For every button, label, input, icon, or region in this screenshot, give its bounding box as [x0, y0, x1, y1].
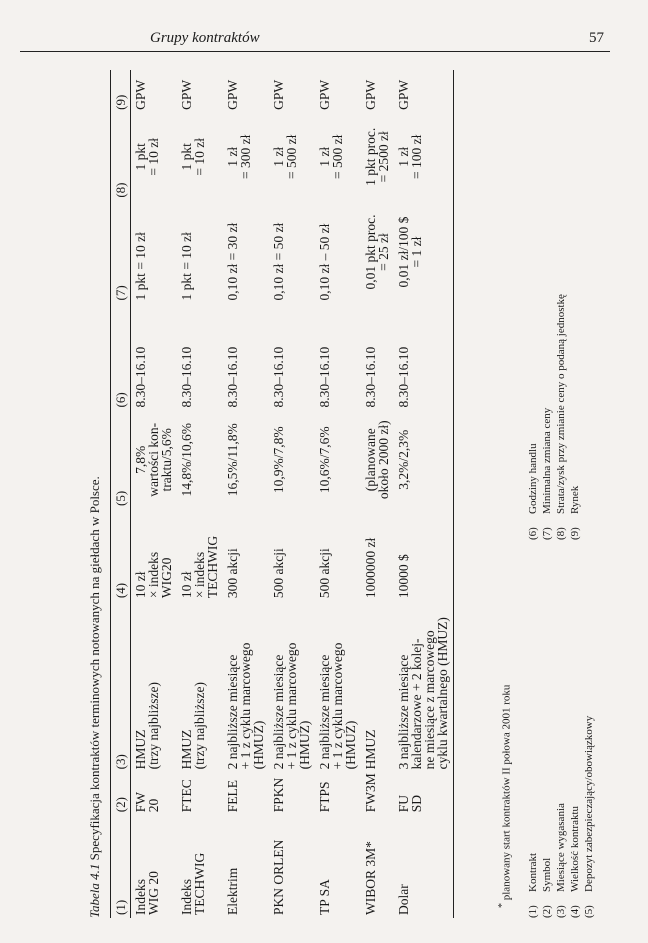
- column-header: (6): [113, 392, 128, 408]
- legend-item: [526, 478, 540, 918]
- caption-text: Specyfikacja kontraktów terminowych notowanych na giełdach w Polsce.: [87, 476, 102, 861]
- legend-number: (5): [583, 905, 595, 918]
- table-cell: GPW: [317, 79, 332, 110]
- column-header: (1): [113, 899, 128, 915]
- legend-text: Miesiące wygasania: [555, 803, 567, 892]
- table-cell: 2 najbliższe miesiące + 1 z cyklu marcowego (HMUZ): [225, 642, 266, 770]
- table-cell: 8.30–16.10: [179, 346, 194, 408]
- table-cell: 10,6%/7,6%: [317, 426, 332, 494]
- table-row: [394, 70, 454, 918]
- header-rule: [20, 51, 610, 52]
- legend-number: (6): [527, 527, 539, 540]
- table-cell: FPKN: [271, 777, 286, 813]
- table-cell: 1 pkt = 10 zł: [179, 137, 207, 176]
- table-cell: GPW: [179, 79, 194, 110]
- table-cell: GPW: [363, 79, 378, 110]
- table-cell: Indeks TECHWIG: [179, 852, 207, 915]
- column-header: (5): [113, 490, 128, 506]
- table-cell: 500 akcji: [271, 548, 286, 599]
- legend-item: [568, 478, 582, 918]
- table-cell: 7,8% wartości kon- traktu/5,6%: [133, 422, 174, 497]
- table-cell: 1 zł = 300 zł: [225, 134, 253, 179]
- legend-text: Kontrakt: [527, 852, 539, 892]
- table-cell: 8.30–16.10: [225, 346, 240, 408]
- table-cell: 10,9%/7,8%: [271, 426, 286, 494]
- legend-item: [554, 478, 568, 918]
- legend-item: [582, 478, 596, 918]
- legend-item: [540, 100, 554, 540]
- table-cell: 16,5%/11,8%: [225, 423, 240, 497]
- legend-item: [540, 478, 554, 918]
- table-cell: (planowane około 2000 zł): [363, 420, 391, 500]
- table-cell: FTEC: [179, 779, 194, 813]
- table-cell: Elektrim: [225, 867, 240, 915]
- table-cell: 8.30–16.10: [271, 346, 286, 408]
- legend-item: [526, 100, 540, 540]
- table-cell: 300 akcji: [225, 548, 240, 599]
- table-cell: 8.30–16.10: [363, 346, 378, 408]
- table-cell: FU SD: [396, 794, 424, 813]
- legend-text: Rynek: [569, 485, 581, 514]
- column-header: (9): [113, 94, 128, 110]
- legend-number: (4): [569, 905, 581, 918]
- table-caption: [88, 78, 101, 918]
- table-cell: Dolar: [396, 884, 411, 915]
- table-cell: 500 akcji: [317, 548, 332, 599]
- table-cell: HMUZ (trzy najbliższe): [133, 682, 161, 770]
- legend-column-right: [526, 100, 582, 540]
- table-row: [223, 70, 269, 918]
- table-row: [269, 70, 315, 918]
- table-cell: 10 zł × indeks TECHWIG: [179, 535, 220, 599]
- legend-number: (2): [541, 905, 553, 918]
- table-cell: 1 zł = 500 zł: [317, 134, 345, 179]
- table-cell: PKN ORLEN: [271, 839, 286, 915]
- table-cell: 1 pkt proc. = 2500 zł: [363, 127, 391, 186]
- table-cell: TP SA: [317, 879, 332, 915]
- legend-text: Strata/zysk przy zmianie ceny o podaną jednostkę: [555, 294, 567, 514]
- running-title: Grupy kontraktów: [150, 30, 260, 46]
- table-cell: FTPS: [317, 781, 332, 813]
- table-cell: 1 pkt = 10 zł: [133, 232, 148, 301]
- table-cell: 8.30–16.10: [317, 346, 332, 408]
- table-cell: 1 pkt = 10 zł: [179, 232, 194, 301]
- rotated-table-block: [88, 58, 608, 918]
- contracts-table: [110, 70, 454, 918]
- column-header: (7): [113, 285, 128, 301]
- table-cell: GPW: [225, 79, 240, 110]
- table-cell: 2 najbliższe miesiące + 1 z cyklu marcowego (HMUZ): [271, 642, 312, 770]
- caption-label: Tabela 4.1: [87, 863, 102, 918]
- table-cell: GPW: [396, 79, 411, 110]
- table-header-row: [111, 70, 131, 918]
- table-cell: GPW: [133, 79, 148, 110]
- table-cell: 8.30–16.10: [396, 346, 411, 408]
- table-row: [361, 70, 394, 918]
- table-cell: 0,10 zł = 50 zł: [271, 222, 286, 301]
- column-header: (4): [113, 582, 128, 599]
- column-header: (2): [113, 797, 128, 813]
- legend-text: Godziny handlu: [527, 443, 539, 514]
- table-cell: 10 zł × indeks WIG20: [133, 551, 174, 599]
- table-cell: 1 zł = 100 zł: [396, 134, 424, 179]
- table-cell: 2 najbliższe miesiące + 1 z cyklu marcowego (HMUZ): [317, 642, 358, 770]
- legend-text: Minimalna zmiana ceny: [541, 407, 553, 514]
- table-row: [131, 70, 178, 918]
- legend-text: Wielkość kontraktu: [569, 805, 581, 892]
- table-cell: HMUZ: [363, 729, 378, 770]
- table-cell: 8.30–16.10: [133, 346, 148, 408]
- table-cell: 1000000 zł: [363, 537, 378, 599]
- legend-item: [554, 100, 568, 540]
- footnote-text: planowany start kontraktów II połowa 2001 roku: [500, 684, 513, 901]
- legend-text: Depozyt zabezpieczający/obowiązkowy: [583, 715, 595, 892]
- table-row: [315, 70, 361, 918]
- table-cell: FW 20: [133, 791, 161, 813]
- table-cell: Indeks WIG 20: [133, 871, 161, 915]
- column-header: (3): [113, 754, 128, 770]
- table-cell: HMUZ (trzy najbliższe): [179, 682, 207, 770]
- table-cell: FELE: [225, 779, 240, 813]
- legend-item: [568, 100, 582, 540]
- legend-number: (1): [527, 905, 539, 918]
- table-cell: 0,10 zł – 50 zł: [317, 223, 332, 301]
- table-footnote: [496, 685, 514, 908]
- legend-column-left: [526, 478, 596, 918]
- table-cell: 1 zł = 500 zł: [271, 134, 299, 179]
- table-cell: 0,01 zł/100 $ = 1 zł: [396, 216, 424, 288]
- table-cell: 3 najbliższe miesiące kalendarzowe + 2 kolej- ne miesiące z marcowego cyklu kwartalnego (HMUZ): [396, 617, 450, 770]
- table-cell: 10000 $: [396, 554, 411, 599]
- table-cell: WIBOR 3M*: [363, 841, 378, 915]
- table-cell: 0,01 pkt proc. = 25 zł: [363, 214, 391, 290]
- legend-number: (3): [555, 905, 567, 918]
- legend-number: (9): [569, 527, 581, 540]
- legend-number: (7): [541, 527, 553, 540]
- footnote-mark: *: [497, 903, 508, 908]
- table-cell: 14,8%/10,6%: [179, 423, 194, 497]
- legend-number: (8): [555, 527, 567, 540]
- column-header: (8): [113, 182, 128, 198]
- table-cell: GPW: [271, 79, 286, 110]
- table-cell: 0,10 zł = 30 zł: [225, 222, 240, 301]
- table-cell: FW3M: [363, 773, 378, 813]
- page-number: 57: [589, 30, 604, 46]
- table-cell: 1 pkt = 10 zł: [133, 137, 161, 176]
- table-cell: 3,2%/2,3%: [396, 429, 411, 490]
- table-row: [177, 70, 223, 918]
- legend-text: Symbol: [541, 857, 553, 892]
